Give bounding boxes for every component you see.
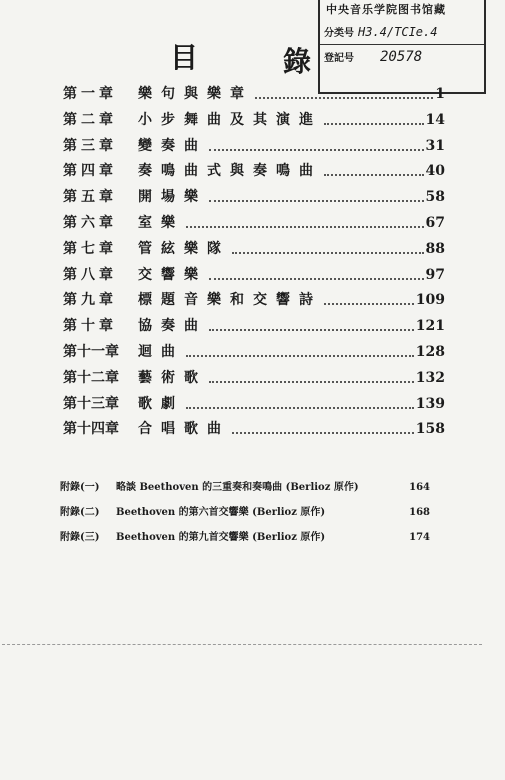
toc-page-number: 97: [425, 266, 445, 283]
stamp-divider: [320, 44, 484, 45]
toc-row: [0, 264, 505, 286]
toc-chapter-title: 小步舞曲及其演進: [138, 111, 322, 128]
toc-chapter-number: 第一章: [63, 86, 117, 102]
toc-chapter-number: 第四章: [63, 163, 117, 180]
page-title-left: 目: [170, 41, 201, 74]
stamp-call-number-label: 分类号: [324, 28, 354, 39]
stamp-call-number: H3.4/TCIe.4: [358, 25, 438, 39]
toc-chapter-number: 第二章: [63, 111, 117, 128]
toc-page-number: 67: [425, 215, 445, 231]
toc-page-number: 88: [425, 240, 445, 257]
toc-page-number: 40: [425, 163, 445, 180]
toc-page-number: 31: [425, 137, 445, 154]
toc-chapter-number: 第九章: [63, 292, 117, 309]
toc-row: [0, 109, 505, 131]
toc-chapter-number: 第十三章: [63, 395, 119, 412]
toc-page-number: 121: [415, 318, 445, 335]
appendix-label: 附錄(三): [60, 532, 100, 543]
toc-chapter-number: 第五章: [63, 189, 117, 206]
toc-chapter-title: 迴曲: [138, 344, 184, 360]
toc-chapter-number: 第十二章: [63, 369, 119, 386]
toc-dot-leader: [232, 432, 414, 434]
toc-dot-leader: [232, 252, 424, 254]
toc-chapter-title: 合唱歌曲: [138, 421, 230, 438]
toc-dot-leader: [209, 381, 414, 383]
toc-dot-leader: [209, 278, 424, 280]
toc-chapter-title: 歌劇: [138, 395, 184, 412]
toc-row: [0, 83, 505, 105]
toc-row: [0, 393, 505, 415]
toc-page-number: 139: [415, 395, 445, 412]
toc-dot-leader: [209, 200, 424, 202]
toc-chapter-number: 第三章: [63, 137, 117, 154]
bottom-rule: [2, 644, 482, 645]
appendix-row: [60, 529, 430, 547]
appendix-row: [60, 479, 430, 497]
toc-row: [0, 341, 505, 363]
appendix-title: Beethoven 的第九首交響樂 (Berlioz 原作): [116, 532, 326, 543]
toc-page-number: 128: [415, 344, 445, 360]
toc-chapter-title: 管絃樂隊: [138, 240, 230, 257]
toc-dot-leader: [324, 123, 424, 125]
toc-chapter-title: 協奏曲: [138, 318, 207, 335]
appendix-title: Beethoven 的第六首交響樂 (Berlioz 原作): [116, 507, 326, 518]
appendix-page-number: 174: [409, 532, 430, 543]
toc-chapter-number: 第十章: [63, 318, 117, 335]
toc-page-number: 58: [425, 189, 445, 206]
toc-dot-leader: [186, 226, 424, 228]
stamp-call-number-row: [324, 26, 437, 39]
toc-page-number: 132: [415, 369, 445, 386]
stamp-accession-number: 20578: [380, 49, 423, 65]
appendix-page-number: 168: [409, 507, 430, 518]
toc-chapter-title: 樂句與樂章: [138, 86, 253, 102]
toc-chapter-title: 藝術歌: [138, 369, 207, 386]
toc-dot-leader: [324, 303, 414, 305]
library-stamp: [318, 0, 486, 94]
appendix-page-number: 164: [409, 482, 430, 493]
toc-chapter-number: 第十四章: [63, 421, 119, 438]
toc-dot-leader: [324, 174, 424, 176]
appendix-label: 附錄(二): [60, 507, 100, 518]
page-title-right: 錄: [283, 45, 312, 78]
toc-dot-leader: [186, 355, 414, 357]
toc-page-number: 14: [425, 111, 445, 128]
toc-chapter-number: 第六章: [63, 215, 117, 231]
toc-row: [0, 367, 505, 389]
toc-dot-leader: [209, 149, 424, 151]
stamp-accession-row: [324, 50, 422, 64]
toc-page-number: 158: [415, 421, 445, 438]
appendix-label: 附錄(一): [60, 482, 100, 493]
toc-row: [0, 315, 505, 337]
toc-row: [0, 289, 505, 311]
toc-chapter-number: 第八章: [63, 266, 117, 283]
toc-row: [0, 238, 505, 260]
toc-row: [0, 135, 505, 157]
toc-chapter-title: 變奏曲: [138, 137, 207, 154]
toc-row: [0, 418, 505, 440]
toc-chapter-title: 室樂: [138, 215, 184, 231]
toc-chapter-number: 第七章: [63, 240, 117, 257]
toc-chapter-title: 交響樂: [138, 266, 207, 283]
toc-chapter-number: 第十一章: [63, 344, 119, 360]
toc-row: [0, 212, 505, 234]
toc-dot-leader: [209, 329, 414, 331]
toc-dot-leader: [186, 407, 414, 409]
appendix-title: 略談 Beethoven 的三重奏和奏鳴曲 (Berlioz 原作): [116, 482, 359, 493]
toc-dot-leader: [255, 97, 433, 99]
toc-row: [0, 160, 505, 182]
appendix-row: [60, 504, 430, 522]
stamp-accession-label: 登記号: [324, 53, 354, 64]
toc-chapter-title: 奏鳴曲式與奏鳴曲: [138, 163, 322, 180]
toc-row: [0, 186, 505, 208]
toc-chapter-title: 標題音樂和交響詩: [138, 292, 322, 309]
toc-page-number: 1: [435, 86, 445, 102]
toc-chapter-title: 開場樂: [138, 189, 207, 206]
toc-page-number: 109: [415, 292, 445, 309]
stamp-institution: 中央音乐学院图书馆藏: [326, 3, 446, 16]
